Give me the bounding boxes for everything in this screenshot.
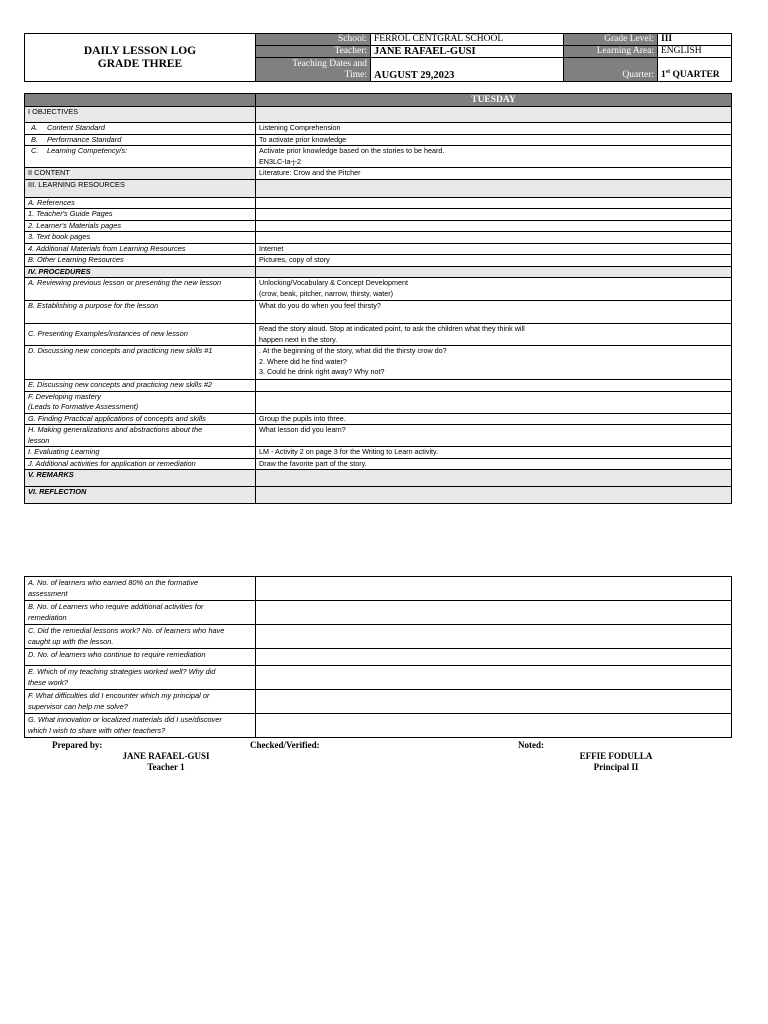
noted-name: EFFIE FODULLA [579,751,653,761]
reflection-row-a-value [256,577,732,601]
competency-label [25,146,256,168]
learning-area-value: ENGLISH [658,46,732,58]
procedures-label: IV. PROCEDURES [25,266,256,278]
references-value [256,197,732,209]
learning-resources-value [256,179,732,197]
prepared-by-label: Prepared by: [52,740,103,750]
proc-f-value [256,391,732,413]
reflection-row-b-label [25,601,256,625]
learners-materials-value [256,220,732,232]
teaching-dates-label-line-1: Teaching Dates and [292,58,367,69]
proc-i-value: LM - Activity 2 on page 3 for the Writing to Learn activity. [256,447,732,459]
day-header: TUESDAY [256,94,732,107]
teacher-label: Teacher: [256,46,371,58]
other-resources-label: B. Other Learning Resources [25,255,256,267]
quarter-suffix: st [665,68,671,75]
reflection-row-g-label [25,714,256,738]
competency-value [256,146,732,168]
quarter-number: 1 [661,70,666,80]
school-label: School: [256,34,371,46]
reflection-f-line-1: F. What difficulties did I encounter which my principal or [28,691,210,700]
reflection-a-line-1: A. No. of learners who earned 80% on the formative [28,578,199,587]
grade-level-value: III [658,34,732,46]
learning-resources-label: III. LEARNING RESOURCES [25,179,256,197]
reflection-row-b-value [256,601,732,625]
reflection-row-e-value [256,666,732,690]
additional-materials-value: Internet [256,243,732,255]
textbook-pages-label: 3. Text book pages [25,232,256,244]
teaching-dates-label [256,58,371,82]
performance-standard-label [25,134,256,146]
teaching-dates-value: AUGUST 29,2023 [371,58,564,82]
performance-standard-prefix: B. [31,134,38,144]
reflection-label: VI. REFLECTION [25,487,256,504]
objectives-label: I OBJECTIVES [25,107,256,123]
performance-standard-label-text: Performance Standard [47,134,122,144]
content-standard-label [25,123,256,135]
reflection-c-line-2: caught up with the lesson. [28,636,114,646]
reflection-e-line-2: these work? [28,677,68,687]
grade-level-label: Grade Level: [564,34,658,46]
quarter-value [658,58,732,82]
proc-f-label [25,391,256,413]
proc-e-value [256,380,732,392]
content-standard-label-text: Content Standard [47,123,105,132]
proc-b-value: What do you do when you feel thirsty? [256,301,732,324]
reflection-table [24,576,732,738]
proc-j-value: Draw the favorite part of the story. [256,458,732,470]
teachers-guide-value [256,209,732,221]
reflection-b-line-2: remediation [28,612,67,622]
procedures-value [256,266,732,278]
proc-c-label: C. Presenting Examples/instances of new lesson [25,324,256,346]
noted-title: Principal II [593,762,639,772]
content-label: II CONTENT [25,168,256,180]
objectives-value [256,107,732,123]
textbook-pages-value [256,232,732,244]
proc-h-label [25,425,256,447]
quarter-label: Quarter: [564,58,658,82]
lesson-plan-table [24,93,732,504]
competency-prefix: C. [31,146,39,155]
proc-c-line-1: Read the story aloud. Stop at indicated point, to ask the children what they think will [259,324,525,333]
reflection-row-a-label [25,577,256,601]
proc-f-line-1: F. Developing mastery [28,391,101,401]
proc-a-line-1: Unlocking/Vocabulary & Concept Development [259,278,409,287]
teacher-value: JANE RAFAEL-GUSI [371,46,564,58]
learners-materials-label: 2. Learner's Materials pages [25,220,256,232]
teachers-guide-label: 1. Teacher's Guide Pages [25,209,256,221]
other-resources-value: Pictures, copy of story [256,255,732,267]
reflection-row-c-label [25,625,256,649]
proc-a-value [256,278,732,301]
prepared-by-title: Teacher 1 [147,762,185,772]
title-line-2: GRADE THREE [97,57,183,70]
proc-a-label: A. Reviewing previous lesson or presenting the new lesson [25,278,256,301]
teaching-dates-label-line-2: Time: [344,69,367,80]
proc-a-line-2: (crow, beak, pitcher, narrow, thirsty, water) [259,288,394,298]
quarter-word: QUARTER [672,70,720,80]
proc-c-value [256,324,732,346]
plan-head-blank [25,94,256,107]
reflection-row-c-value [256,625,732,649]
additional-materials-label: 4. Additional Materials from Learning Resources [25,243,256,255]
proc-h-line-2: lesson [28,435,50,445]
reflection-f-line-2: supervisor can help me solve? [28,701,128,711]
reflection-row-f-value [256,690,732,714]
reflection-d-line-1: D. No. of learners who continue to require remediation [28,650,206,659]
reflection-g-line-1: G. What innovation or localized materials did I use/discover [28,715,222,724]
proc-j-label: J. Additional activities for application or remediation [25,458,256,470]
reflection-row-d-value [256,649,732,666]
reflection-row-f-label [25,690,256,714]
competency-line-2: EN3LC-Ia-j-2 [259,156,301,166]
proc-i-label: I. Evaluating Learning [25,447,256,459]
document-title [25,34,256,82]
content-value: Literature: Crow and the Pitcher [256,168,732,180]
references-label: A. References [25,197,256,209]
proc-h-value: What lesson did you learn? [256,425,732,447]
title-line-1: DAILY LESSON LOG [83,44,197,57]
proc-e-label: E. Discussing new concepts and practicing new skills #2 [25,380,256,392]
proc-g-value: Group the pupils into three. [256,413,732,425]
proc-f-line-2: (Leads to Formative Assessment) [28,402,139,411]
remarks-label: V. REMARKS [25,470,256,487]
prepared-by-name: JANE RAFAEL-GUSI [122,751,210,761]
proc-d-value [256,346,732,380]
proc-g-label: G. Finding Practical applications of concepts and skills [25,413,256,425]
proc-b-label: B. Establishing a purpose for the lesson [25,301,256,324]
noted-label: Noted: [518,740,544,750]
checked-verified-label: Checked/Verified: [250,740,320,750]
reflection-row-e-label [25,666,256,690]
competency-label-text: Learning Competency/s: [47,146,128,155]
header-table [24,33,732,82]
reflection-row-d-label [25,649,256,666]
school-value: FERROL CENTGRAL SCHOOL [371,34,564,46]
performance-standard-value: To activate prior knowledge [256,134,732,146]
reflection-a-line-2: assessment [28,588,68,598]
reflection-e-line-1: E. Which of my teaching strategies worked well? Why did [28,667,216,676]
proc-d-line-1: . At the beginning of the story, what did the thirsty crow do? [259,346,447,355]
content-standard-value: Listening Comprehension [256,123,732,135]
reflection-row-g-value [256,714,732,738]
competency-line-1: Activate prior knowledge based on the stories to be heard. [259,146,445,155]
proc-h-line-1: H. Making generalizations and abstractions about the [28,425,203,434]
reflection-value [256,487,732,504]
content-standard-prefix: A. [31,123,38,132]
learning-area-label: Learning Area: [564,46,658,58]
proc-d-line-2: 2. Where did he find water? [259,356,347,366]
proc-d-label: D. Discussing new concepts and practicing new skills #1 [25,346,256,380]
remarks-value [256,470,732,487]
proc-d-line-3: 3. Could he drink right away? Why not? [259,367,385,376]
proc-c-line-2: happen next in the story. [259,334,338,344]
reflection-c-line-1: C. Did the remedial lessons work? No. of learners who have [28,626,225,635]
reflection-b-line-1: B. No. of Learners who require additional activities for [28,602,204,611]
reflection-g-line-2: which I wish to share with other teachers? [28,725,166,735]
